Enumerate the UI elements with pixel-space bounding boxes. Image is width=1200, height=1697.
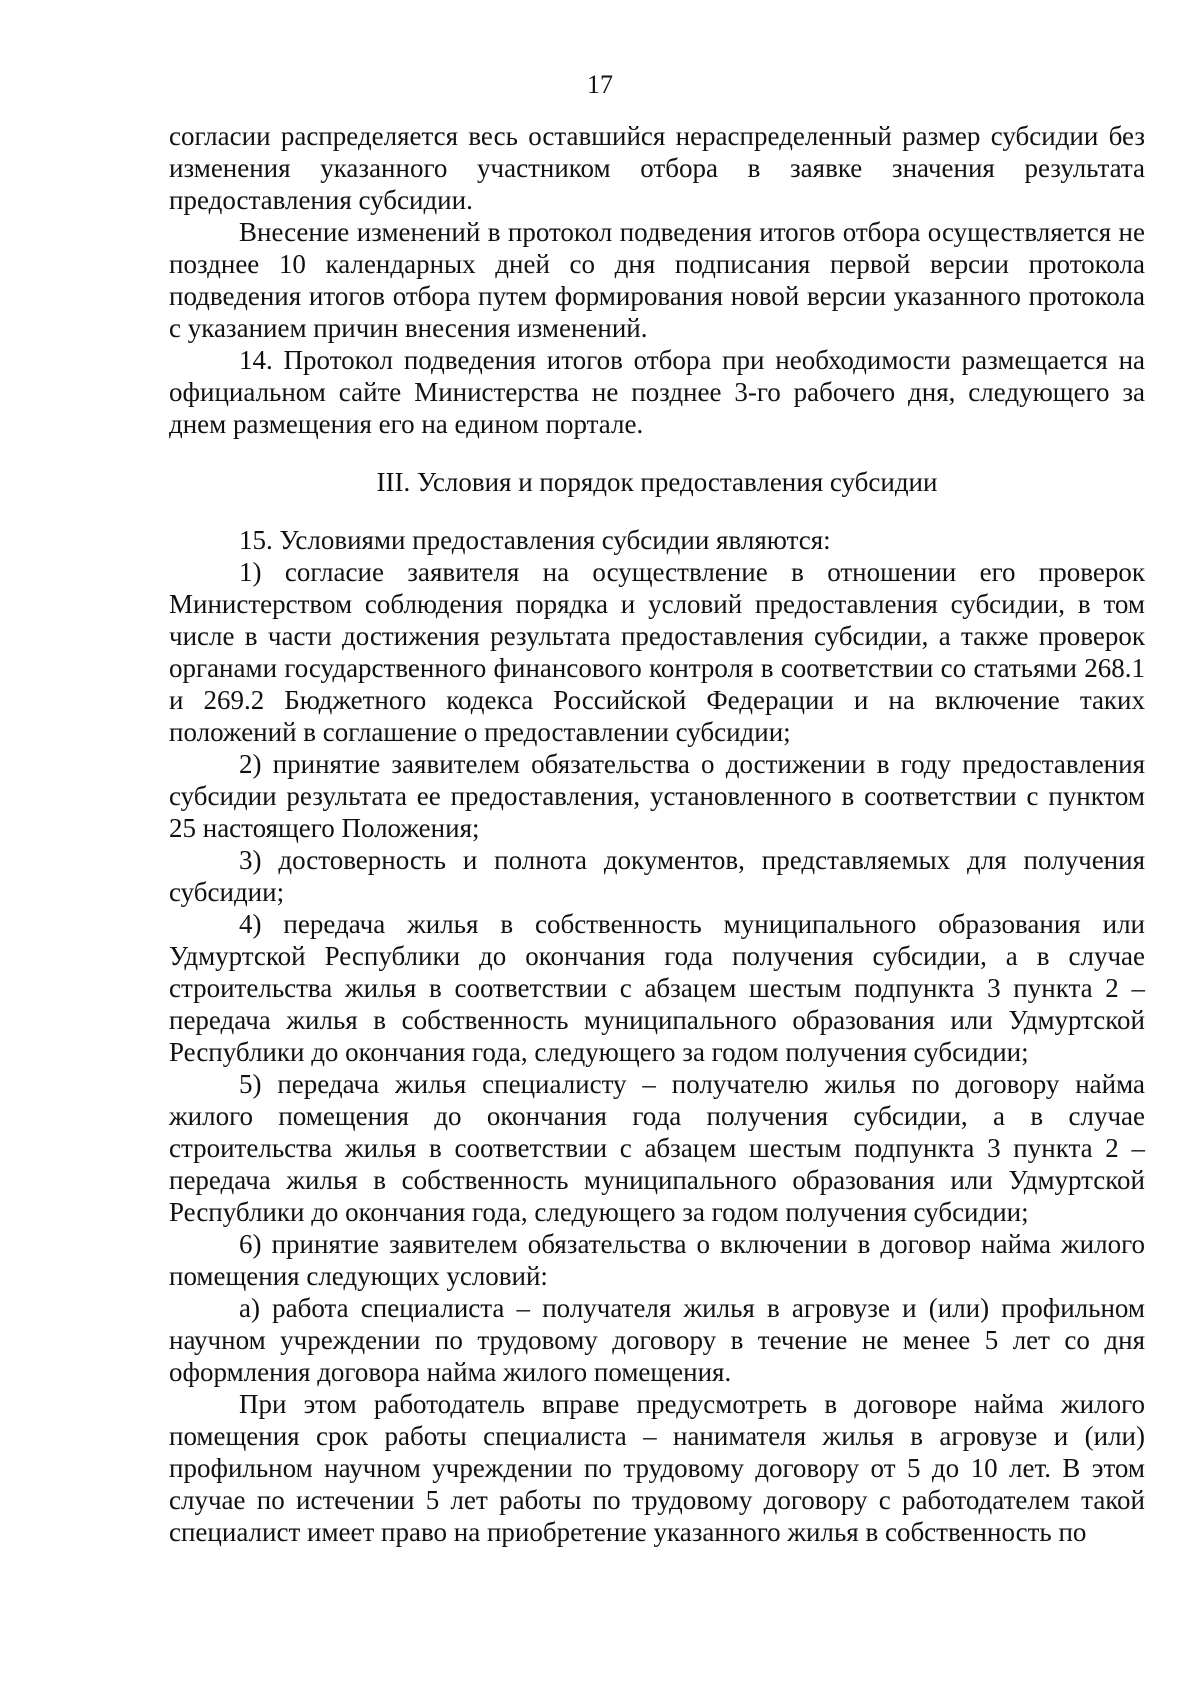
document-body xyxy=(169,120,1145,1548)
paragraph-condition-3: 3) достоверность и полнота документов, представляемых для получения субсидии; xyxy=(169,845,1145,907)
paragraph-item-15: 15. Условиями предоставления субсидии являются: xyxy=(239,525,831,555)
paragraph-item-14: 14. Протокол подведения итогов отбора при необходимости размещается на официальном сайте Министерства не позднее 3-го рабочего дня, следующего за днем размещения его на едином портале. xyxy=(169,345,1145,439)
paragraph-condition-2: 2) принятие заявителем обязательства о достижении в году предоставления субсидии результата ее предоставления, установленного в соответствии с пунктом 25 настоящего Положения; xyxy=(169,749,1145,843)
paragraph-condition-4: 4) передача жилья в собственность муниципального образования или Удмуртской Республики до окончания года получения субсидии, а в случае строительства жилья в соответствии с абзацем шестым подпункта 3 пункта 2 – передача жилья в собственность муниципального образования или Удмуртской Республики до окончания года, следующего за годом получения субсидии; xyxy=(169,909,1145,1067)
paragraph-condition-5: 5) передача жилья специалисту – получателю жилья по договору найма жилого помещения до окончания года получения субсидии, а в случае строительства жилья в соответствии с абзацем шестым подпункта 3 пункта 2 – передача жилья в собственность муниципального образования или Удмуртской Республики до окончания года, следующего за годом получения субсидии; xyxy=(169,1069,1145,1227)
page-number: 17 xyxy=(587,70,613,99)
paragraph-condition-1: 1) согласие заявителя на осуществление в отношении его проверок Министерством соблюдения порядка и условий предоставления субсидии, в том числе в части достижения результата предоставления субсидии, а также проверок органами государственного финансового контроля в соответствии со статьями 268.1 и 269.2 Бюджетного кодекса Российской Федерации и на включение таких положений в соглашение о предоставлении субсидии; xyxy=(169,557,1145,747)
paragraph-condition-6a: а) работа специалиста – получателя жилья в агровузе и (или) профильном научном учреждении по трудовому договору в течение не менее 5 лет со дня оформления договора найма жилого помещения. xyxy=(169,1293,1145,1387)
paragraph-protocol-changes: Внесение изменений в протокол подведения итогов отбора осуществляется не позднее 10 календарных дней со дня подписания первой версии протокола подведения итогов отбора путем формирования новой версии указанного протокола с указанием причин внесения изменений. xyxy=(169,217,1145,343)
section-heading: III. Условия и порядок предоставления субсидии xyxy=(376,467,938,497)
paragraph-continuation: согласии распределяется весь оставшийся нераспределенный размер субсидии без изменения указанного участником отбора в заявке значения результата предоставления субсидии. xyxy=(169,121,1145,215)
paragraph-condition-6: 6) принятие заявителем обязательства о включении в договор найма жилого помещения следующих условий: xyxy=(169,1229,1145,1291)
paragraph-employer-clause: При этом работодатель вправе предусмотреть в договоре найма жилого помещения срок работы специалиста – нанимателя жилья в агровузе и (или) профильном научном учреждении по трудовому договору от 5 до 10 лет. В этом случае по истечении 5 лет работы по трудовому договору с работодателем такой специалист имеет право на приобретение указанного жилья в собственность по xyxy=(169,1389,1145,1547)
